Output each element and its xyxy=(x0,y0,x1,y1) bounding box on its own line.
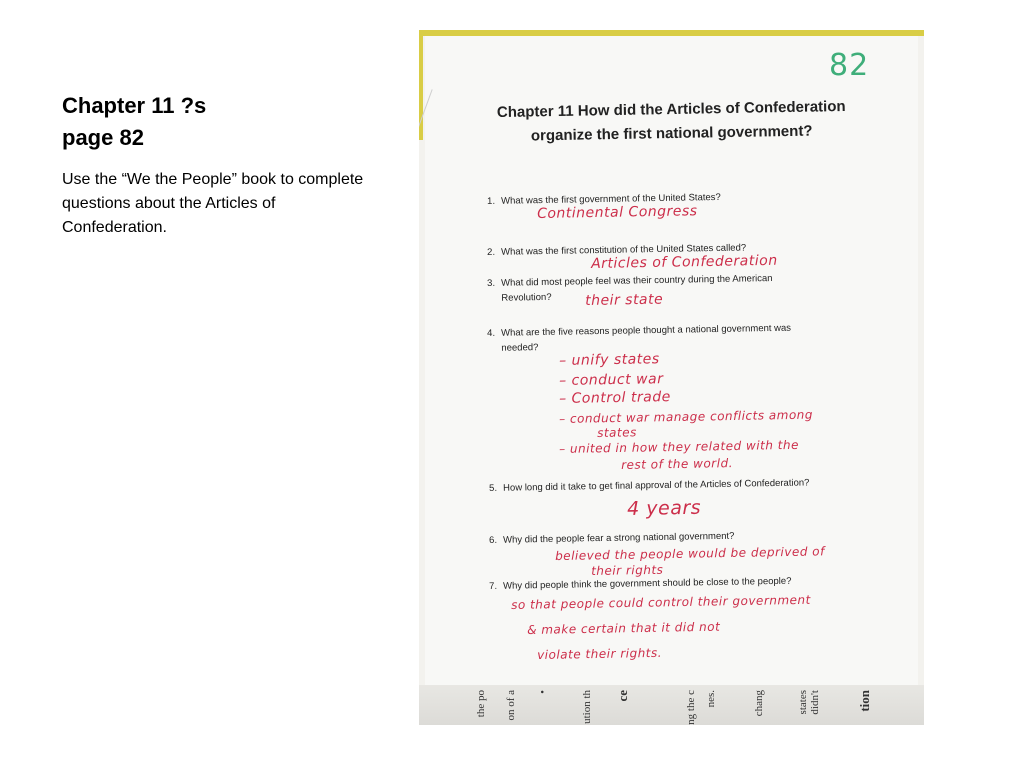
question-text: Why did people think the government should be close to the people? xyxy=(503,575,792,592)
bleed-through-text: on of a xyxy=(505,690,517,721)
question-text: What are the five reasons people thought a national government was xyxy=(501,322,792,339)
question-number: 1. xyxy=(487,195,496,207)
question-number: 6. xyxy=(489,534,498,546)
question-text: What did most people feel was their country during the American xyxy=(501,273,773,289)
slide-body-text: Use the “We the People” book to complete questions about the Articles of Confederation. xyxy=(62,171,364,236)
bleed-through-text: nes. xyxy=(705,690,717,708)
bleed-through-text: • xyxy=(537,690,549,694)
question-text: How long did it take to get final approval of the Articles of Confederation? xyxy=(503,477,810,494)
answer-6-line-2: their rights xyxy=(591,562,664,578)
question-text: What was the first government of the United States? xyxy=(501,191,721,207)
answer-2: Articles of Confederation xyxy=(591,252,778,272)
bleed-through-text: didn't xyxy=(809,690,821,715)
slide-title-line2: page 82 xyxy=(62,125,144,150)
scan-shadow xyxy=(419,685,924,725)
question-number: 3. xyxy=(487,277,496,289)
question-number: 7. xyxy=(489,580,498,592)
answer-4-item-5: – united in how they related with the xyxy=(559,437,800,456)
bleed-through-text: ce xyxy=(615,690,630,702)
answer-7-line-3: violate their rights. xyxy=(537,645,663,662)
worksheet-title-line2: organize the first national government? xyxy=(530,122,813,145)
answer-5: 4 years xyxy=(627,496,702,520)
question-text: Why did the people fear a strong national government? xyxy=(503,530,735,546)
answer-4-item-1: – unify states xyxy=(559,351,660,369)
answer-4-item-5-cont: rest of the world. xyxy=(621,456,734,472)
answer-6-line-1: believed the people would be deprived of xyxy=(555,544,825,563)
answer-7-line-1: so that people could control their government xyxy=(511,592,811,612)
answer-4-item-4: – conduct war manage conflicts among xyxy=(559,407,814,426)
worksheet-title-line1: Chapter 11 How did the Articles of Confederation xyxy=(496,97,846,122)
yellow-edge-top xyxy=(419,30,924,36)
question-number: 5. xyxy=(489,482,498,494)
worksheet-title xyxy=(419,94,924,151)
bleed-through-text: the po xyxy=(475,690,487,718)
question-text-cont: Revolution? xyxy=(501,291,552,304)
answer-4-item-3: – Control trade xyxy=(559,389,671,407)
answer-1: Continental Congress xyxy=(537,203,698,222)
bleed-through-text: states xyxy=(797,690,809,715)
scanned-worksheet xyxy=(419,30,924,725)
question-number: 2. xyxy=(487,246,496,258)
bleed-through-text: chang xyxy=(753,690,765,717)
slide-title-line1: Chapter 11 ?s xyxy=(62,93,207,118)
question-number: 4. xyxy=(487,327,496,339)
slide-title xyxy=(62,90,402,154)
question-text-cont: needed? xyxy=(501,342,539,354)
answer-3: their state xyxy=(585,291,664,309)
bleed-through-text: tion xyxy=(857,690,872,712)
bleed-through-text: ution th xyxy=(581,690,593,724)
answer-4-item-2: – conduct war xyxy=(559,371,664,389)
handwritten-page-number: 82 xyxy=(829,48,870,83)
bleed-through-text: ng the c xyxy=(685,690,697,725)
answer-4-item-4-cont: states xyxy=(597,425,637,440)
question-text: What was the first constitution of the United States called? xyxy=(501,242,747,258)
answer-7-line-2: & make certain that it did not xyxy=(527,619,721,637)
